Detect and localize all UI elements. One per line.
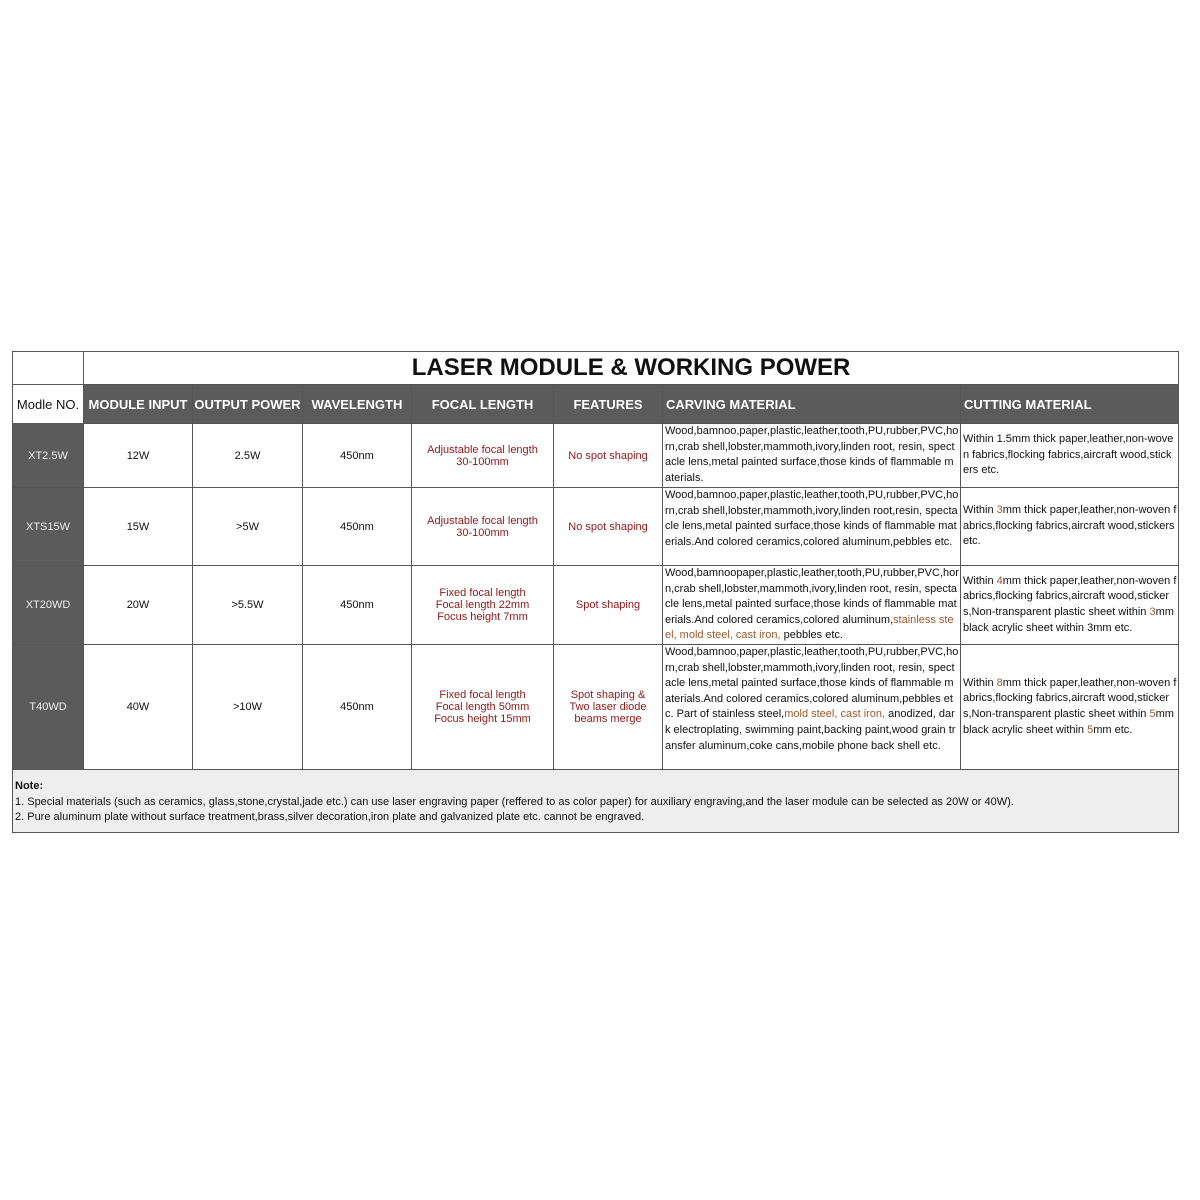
focal-line: Adjustable focal length bbox=[427, 443, 538, 456]
note-row bbox=[13, 770, 1179, 833]
cutting-text: mm etc. bbox=[1093, 723, 1133, 736]
title-row bbox=[13, 352, 1179, 385]
focal-line: Focal length 50mm bbox=[435, 701, 530, 713]
header-cutting-material: CUTTING MATERIAL bbox=[961, 385, 1179, 424]
spec-sheet bbox=[12, 351, 1178, 833]
features-cell bbox=[554, 645, 663, 770]
header-wavelength: WAVELENGTH bbox=[303, 385, 412, 424]
focal-length-cell bbox=[412, 424, 554, 488]
table-row bbox=[13, 424, 1179, 488]
carving-text: Wood,bamnoopaper,plastic,leather,tooth,PU,rubber,PVC,horn,crab shell,lobster,mammoth,ivory,linden root, resin, spectacle lens,metal painted surface,those kinds of flammable materials.And colored ceramics,colored aluminum, bbox=[665, 567, 959, 626]
focal-line: Fixed focal length bbox=[439, 689, 526, 701]
features-cell bbox=[554, 424, 663, 488]
focal-length-cell bbox=[412, 488, 554, 566]
cutting-text: mm thick paper,leather,non-woven fabrics,flocking fabrics,aircraft wood,stickers,Non-transparent plastic sheet within bbox=[963, 676, 1177, 720]
note-title: Note: bbox=[15, 780, 44, 792]
model-cell: T40WD bbox=[13, 645, 84, 770]
module-input-cell: 40W bbox=[84, 645, 193, 770]
header-output-power: OUTPUT POWER bbox=[193, 385, 303, 424]
focal-length-cell bbox=[412, 645, 554, 770]
header-module-input: MODULE INPUT bbox=[84, 385, 193, 424]
cutting-text: mm black acrylic sheet within bbox=[963, 708, 1174, 736]
cutting-text: mm thick paper,leather,non-woven fabrics,flocking fabrics,aircraft wood,stickers,Non-transparent plastic sheet within bbox=[963, 574, 1177, 618]
focal-line: 30-100mm bbox=[456, 455, 509, 468]
note-line: 2. Pure aluminum plate without surface treatment,brass,silver decoration,iron plate and galvanized plate etc. cannot be engraved. bbox=[15, 811, 645, 823]
header-model: Modle NO. bbox=[13, 385, 84, 424]
focal-line: 30-100mm bbox=[456, 526, 509, 539]
cutting-text: Within bbox=[963, 574, 997, 587]
output-power-cell: >10W bbox=[193, 645, 303, 770]
header-features: FEATURES bbox=[554, 385, 663, 424]
carving-highlight: stainless steel, mold steel, cast iron, bbox=[665, 613, 954, 642]
carving-text: pebbles etc. bbox=[780, 629, 843, 642]
carving-text: Wood,bamnoo,paper,plastic,leather,tooth,PU,rubber,PVC,horn,crab shell,lobster,mammoth,ivory,linden root, resin, spectacle lens,metal painted surface,those kinds of flammable materials.And colored ceramics,colored aluminum,pebbles etc. Part of stainless steel, bbox=[665, 646, 959, 721]
module-input-cell: 20W bbox=[84, 566, 193, 645]
cutting-thickness: 3 bbox=[1149, 606, 1156, 618]
output-power-cell: >5.5W bbox=[193, 566, 303, 645]
focal-line: Fixed focal length bbox=[439, 587, 526, 599]
features-cell bbox=[554, 488, 663, 566]
wavelength-cell: 450nm bbox=[303, 566, 412, 645]
model-cell: XT2.5W bbox=[13, 424, 84, 488]
features-line: Two laser diode bbox=[569, 701, 647, 713]
header-row bbox=[13, 385, 1179, 424]
cutting-thickness: 5 bbox=[1149, 708, 1156, 720]
table-row bbox=[13, 566, 1179, 645]
module-input-cell: 15W bbox=[84, 488, 193, 566]
note-cell bbox=[13, 770, 1179, 833]
carving-material-cell bbox=[663, 645, 961, 770]
note-line: 1. Special materials (such as ceramics, glass,stone,crystal,jade etc.) can use laser engraving paper (reffered to as color paper) for auxiliary engraving,and the laser module can be selected as 20W or 40W). bbox=[15, 795, 1014, 808]
features-line: Spot shaping & bbox=[570, 689, 646, 701]
focal-line: Focus height 7mm bbox=[437, 611, 528, 623]
cutting-thickness: 4 bbox=[996, 574, 1003, 587]
header-carving-material: CARVING MATERIAL bbox=[663, 385, 961, 424]
features-line: No spot shaping bbox=[568, 520, 648, 533]
cutting-text: mm thick paper,leather,non-woven fabrics,flocking fabrics,aircraft wood,stickers etc. bbox=[963, 504, 1177, 548]
features-line: No spot shaping bbox=[568, 449, 648, 462]
focal-line: Focus height 15mm bbox=[434, 713, 531, 725]
module-input-cell: 12W bbox=[84, 424, 193, 488]
carving-material-cell bbox=[663, 566, 961, 645]
cutting-thickness: 8 bbox=[996, 676, 1003, 689]
carving-material-cell: Wood,bamnoo,paper,plastic,leather,tooth,PU,rubber,PVC,horn,crab shell,lobster,mammoth,ivory,linden root, resin, spectacle lens,metal painted surface,those kinds of flammable materials. bbox=[663, 424, 961, 488]
wavelength-cell: 450nm bbox=[303, 645, 412, 770]
features-line: beams merge bbox=[574, 713, 642, 725]
carving-highlight: mold steel, cast iron, bbox=[784, 708, 886, 721]
cutting-material-cell: Within 1.5mm thick paper,leather,non-woven fabrics,flocking fabrics,aircraft wood,stickers etc. bbox=[961, 424, 1179, 488]
cutting-text: Within bbox=[963, 504, 997, 517]
cutting-thickness: 3 bbox=[996, 504, 1003, 517]
features-line: Spot shaping bbox=[575, 599, 641, 611]
wavelength-cell: 450nm bbox=[303, 488, 412, 566]
focal-length-cell bbox=[412, 566, 554, 645]
header-focal-length: FOCAL LENGTH bbox=[412, 385, 554, 424]
spec-table bbox=[12, 351, 1179, 833]
cutting-material-cell bbox=[961, 566, 1179, 645]
cutting-text: Within bbox=[963, 676, 997, 689]
focal-line: Adjustable focal length bbox=[427, 514, 538, 527]
output-power-cell: >5W bbox=[193, 488, 303, 566]
table-row bbox=[13, 488, 1179, 566]
focal-line: Focal length 22mm bbox=[435, 599, 530, 611]
cutting-material-cell bbox=[961, 645, 1179, 770]
cutting-text: mm black acrylic sheet within 3mm etc. bbox=[963, 606, 1174, 634]
carving-text: anodized, dark electroplating, swimming paint,backing paint,wood grain transfer aluminum,coke cans,mobile phone back shell etc. bbox=[665, 708, 956, 752]
corner-cell bbox=[13, 352, 84, 385]
table-title: LASER MODULE & WORKING POWER bbox=[84, 352, 1179, 385]
output-power-cell: 2.5W bbox=[193, 424, 303, 488]
wavelength-cell: 450nm bbox=[303, 424, 412, 488]
cutting-material-cell bbox=[961, 488, 1179, 566]
carving-material-cell: Wood,bamnoo,paper,plastic,leather,tooth,PU,rubber,PVC,horn,crab shell,lobster,mammoth,ivory,linden root,resin, spectacle lens,metal painted surface,those kinds of flammable materials.And colored ceramics,colored aluminum,pebbles etc. bbox=[663, 488, 961, 566]
cutting-thickness: 5 bbox=[1087, 723, 1094, 736]
features-cell bbox=[554, 566, 663, 645]
model-cell: XTS15W bbox=[13, 488, 84, 566]
model-cell: XT20WD bbox=[13, 566, 84, 645]
table-row bbox=[13, 645, 1179, 770]
